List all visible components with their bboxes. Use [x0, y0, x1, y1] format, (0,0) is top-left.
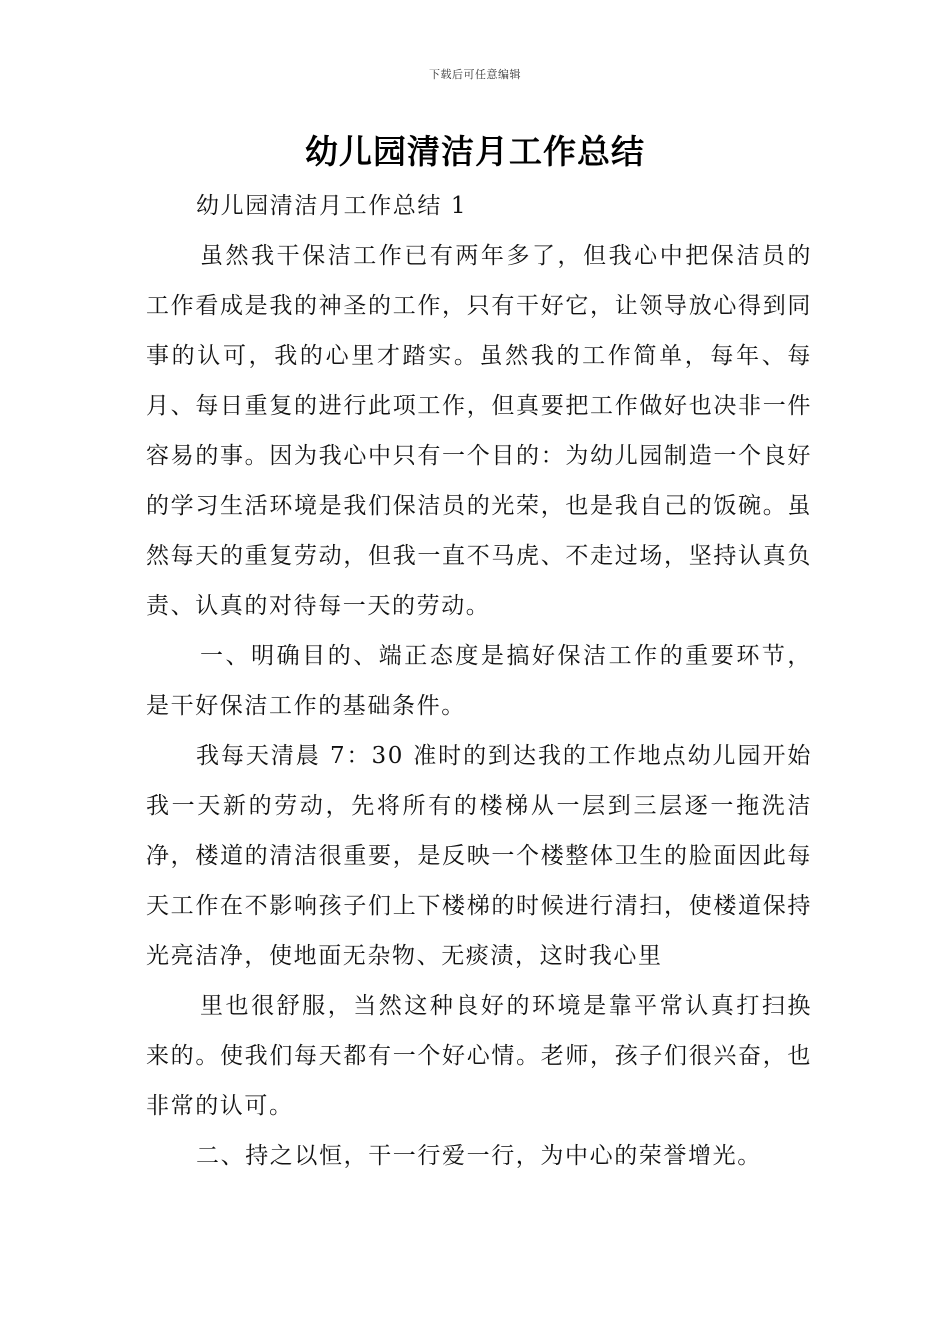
paragraph-section-one-heading: 一、明确目的、端正态度是搞好保洁工作的重要环节，是干好保洁工作的基础条件。: [146, 643, 812, 719]
document-body: [146, 181, 812, 1181]
paragraph-environment: 里也很舒服，当然这种良好的环境是靠平常认真打扫换来的。使我们每天都有一个好心情。老师，孩子们很兴奋，也非常的认可。: [146, 993, 812, 1119]
document-subtitle: 幼儿园清洁月工作总结 1: [196, 193, 468, 219]
paragraph-daily-routine: 我每天清晨 7：30 准时的到达我的工作地点幼儿园开始我一天新的劳动，先将所有的楼梯从一层到三层逐一拖洗洁净，楼道的清洁很重要，是反映一个楼整体卫生的脸面因此每天工作在不影响孩子们上下楼梯的时候进行清扫，使楼道保持光亮洁净，使地面无杂物、无痰渍，这时我心里: [146, 743, 812, 969]
header-note: 下载后可任意编辑: [429, 68, 521, 81]
document-title: 幼儿园清洁月工作总结: [305, 132, 645, 171]
paragraph-intro: 虽然我干保洁工作已有两年多了，但我心中把保洁员的工作看成是我的神圣的工作，只有干好它，让领导放心得到同事的认可，我的心里才踏实。虽然我的工作简单，每年、每月、每日重复的进行此项工作，但真要把工作做好也决非一件容易的事。因为我心中只有一个目的：为幼儿园制造一个良好的学习生活环境是我们保洁员的光荣，也是我自己的饭碗。虽然每天的重复劳动，但我一直不马虎、不走过场，坚持认真负责、认真的对待每一天的劳动。: [146, 243, 812, 619]
paragraph-section-two-heading: 二、持之以恒，干一行爱一行，为中心的荣誉增光。: [196, 1143, 762, 1169]
